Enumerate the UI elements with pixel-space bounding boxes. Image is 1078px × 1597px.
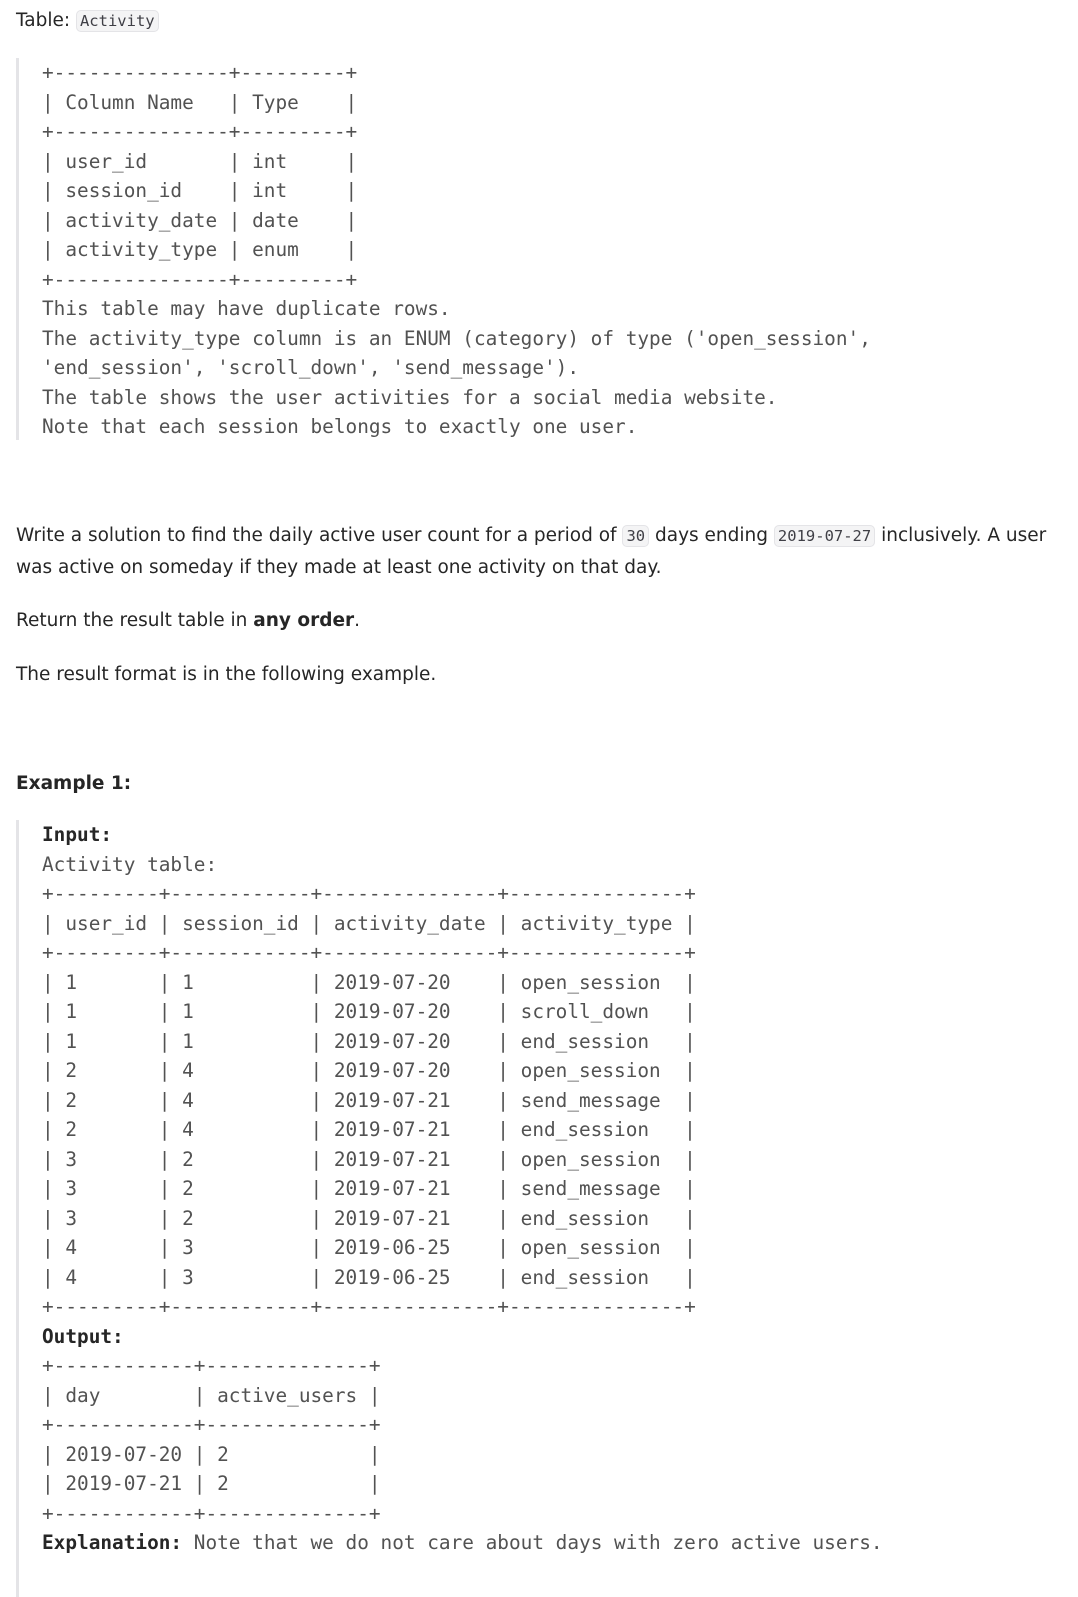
problem-statement: Write a solution to find the daily active user count for a period of 30 days ending 2019-07-27 inclusively. A user was active on someday if they made at least one activity on that day. [16, 525, 1047, 578]
table-row: | 2019-07-21 | 2 | [42, 1472, 381, 1495]
example-pre [42, 820, 883, 1558]
end-date-code: 2019-07-27 [774, 525, 875, 547]
table-row: | 1 | 1 | 2019-07-20 | end_session | [42, 1029, 696, 1053]
order-note: Return the result table in any order. [16, 610, 361, 631]
schema-block [16, 58, 871, 440]
table-row: | 1 | 1 | 2019-07-20 | open_session | [42, 970, 696, 994]
input-line: +---------+------------+---------------+---------------+ [42, 882, 696, 905]
table-row: | 2 | 4 | 2019-07-20 | open_session | [42, 1059, 696, 1082]
schema-pre [42, 58, 871, 442]
schema-note: The activity_type column is an ENUM (category) of type ('open_session', [42, 326, 871, 350]
explanation-text: Note that we do not care about days with zero active users. [182, 1531, 883, 1554]
explanation-label: Explanation: [42, 1531, 183, 1554]
example-block [16, 820, 883, 1597]
schema-line: +---------------+---------+ [42, 120, 358, 143]
input-label: Input: [42, 823, 113, 846]
input-line: +---------+------------+---------------+---------------+ [42, 941, 696, 964]
input-header-row: | user_id | session_id | activity_date | activity_type | [42, 911, 696, 935]
table-row: | 2019-07-20 | 2 | [42, 1442, 381, 1466]
any-order-bold: any order [253, 610, 355, 631]
days-code: 30 [622, 525, 649, 547]
input-table-title: Activity table: [42, 852, 218, 876]
example-heading: Example 1: [16, 773, 132, 794]
schema-note: Note that each session belongs to exactly one user. [42, 415, 638, 438]
table-row: | 3 | 2 | 2019-07-21 | open_session | [42, 1147, 696, 1171]
table-row: | 4 | 3 | 2019-06-25 | open_session | [42, 1236, 696, 1259]
output-line: +------------+--------------+ [42, 1354, 381, 1377]
output-label: Output: [42, 1324, 124, 1348]
table-row: | 1 | 1 | 2019-07-20 | scroll_down | [42, 1000, 696, 1023]
schema-line: | Column Name | Type | [42, 90, 358, 114]
table-name-code: Activity [76, 10, 159, 32]
input-line: +---------+------------+---------------+---------------+ [42, 1295, 696, 1318]
schema-line: +---------------+---------+ [42, 61, 358, 84]
output-header-row: | day | active_users | [42, 1383, 381, 1407]
schema-line: | user_id | int | [42, 149, 358, 173]
table-row: | 2 | 4 | 2019-07-21 | send_message | [42, 1088, 696, 1112]
schema-line: | activity_type | enum | [42, 238, 358, 261]
schema-note: This table may have duplicate rows. [42, 297, 451, 320]
schema-note: 'end_session', 'scroll_down', 'send_message'). [42, 356, 580, 379]
table-row: | 4 | 3 | 2019-06-25 | end_session | [42, 1265, 696, 1289]
schema-note: The table shows the user activities for a social media website. [42, 385, 778, 409]
table-row: | 3 | 2 | 2019-07-21 | end_session | [42, 1206, 696, 1230]
table-row: | 3 | 2 | 2019-07-21 | send_message | [42, 1177, 696, 1200]
output-line: +------------+--------------+ [42, 1413, 381, 1436]
table-caption-prefix: Table: [16, 10, 76, 31]
schema-line: | session_id | int | [42, 179, 358, 202]
table-caption [16, 5, 159, 37]
table-row: | 2 | 4 | 2019-07-21 | end_session | [42, 1118, 696, 1141]
schema-line: +---------------+---------+ [42, 267, 358, 291]
output-line: +------------+--------------+ [42, 1501, 381, 1525]
format-note: The result format is in the following example. [16, 664, 437, 685]
schema-line: | activity_date | date | [42, 208, 358, 232]
